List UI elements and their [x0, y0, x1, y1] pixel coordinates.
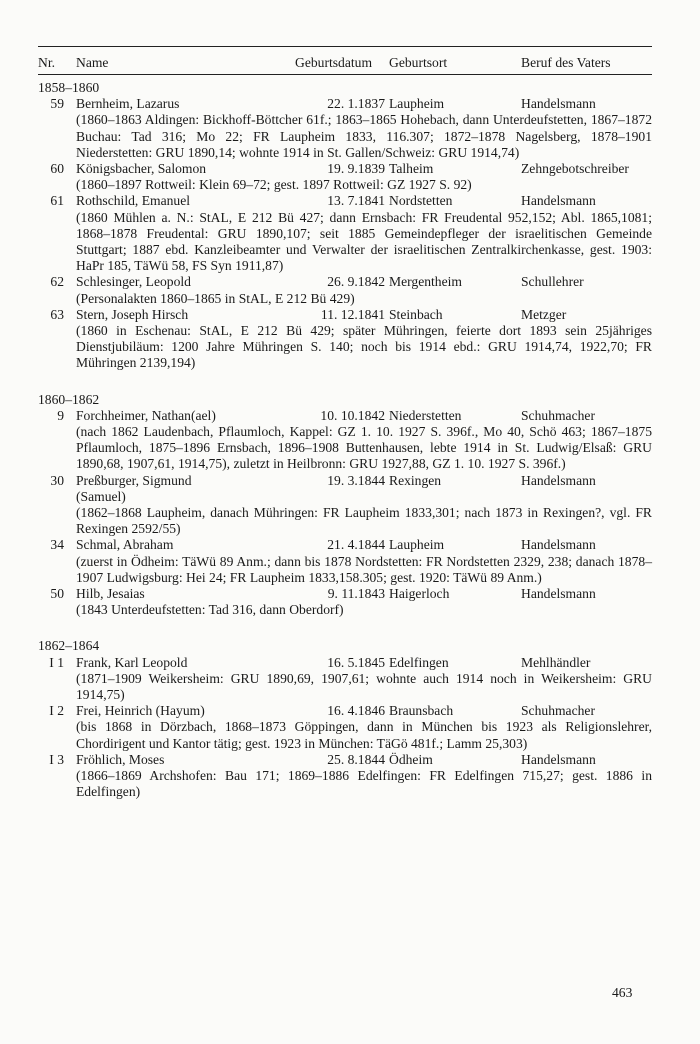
entry-birthplace: Haigerloch [389, 585, 450, 601]
entry-number: 59 [50, 96, 64, 112]
entry-name: Fröhlich, Moses [76, 751, 165, 767]
entry-birthplace: Rexingen [389, 472, 442, 488]
entry-note: (1860–1863 Aldingen: Bickhoff-Böttcher 61f.; 1863–1865 Hohebach, dann Unterdeufstetten, 1867–1872 Buchau: Tad 316; Mo 22; FR Laupheim 1833, 116.307; 1872–1878 Nagelsberg, 1878–1901 Niederstetten: GRU 1890,14; wohnte 1914 in St. Gallen/Schweiz: GRU 1914,74) [76, 112, 652, 160]
entry-note: (nach 1862 Laudenbach, Pflaumloch, Kappel: GZ 1. 10. 1927 S. 396f., Mo 40, Schö 463; 1867–1875 Pflaumloch, 1875–1896 Ernsbach, 1896–1908 Buttenhausen, lebte 1914 in St. Ludwig/Elsaß: GRU 1890,68, 1907,61, 1914,75), zuletzt in Heilbronn: GRU 1927,88, GZ 1. 10. 1927 S. 396f.) [76, 423, 652, 472]
entry-father-occupation: Handelsmann [521, 472, 596, 488]
entry-father-occupation: Handelsmann [521, 585, 596, 601]
entry-birthdate: 22. 1.1837 [327, 96, 385, 112]
section-gap [38, 372, 652, 387]
register-entry [38, 161, 652, 193]
register-page [38, 46, 652, 800]
entry-main-line [38, 655, 652, 671]
entry-number: 62 [50, 274, 64, 290]
entry-birthdate: 9. 11.1843 [327, 585, 385, 601]
entry-father-occupation: Handelsmann [521, 751, 596, 767]
header-place: Geburtsort [389, 55, 448, 70]
entry-name: Schmal, Abraham [76, 537, 174, 553]
period-heading: 1860–1862 [38, 391, 100, 407]
entry-birthplace: Steinbach [389, 306, 443, 322]
entry-father-occupation: Schuhmacher [521, 703, 595, 719]
entry-father-occupation: Schullehrer [521, 274, 584, 290]
entry-name: Forchheimer, Nathan(ael) [76, 407, 216, 423]
entry-birthdate: 10. 10.1842 [320, 407, 385, 423]
entry-birthdate: 21. 4.1844 [327, 537, 385, 553]
header-nr: Nr. [38, 55, 55, 70]
entry-number: 61 [50, 193, 64, 209]
header-bottom-rule [38, 74, 652, 75]
entry-birthplace: Laupheim [389, 96, 445, 112]
entry-birthplace: Edelfingen [389, 654, 449, 670]
entry-note: (zuerst in Ödheim: TäWü 89 Anm.; dann bis 1878 Nordstetten: FR Nordstetten 2329, 238; danach 1878–1907 Ludwigsburg: Hei 24; FR Laupheim 1833,158.305; gest. 1920: TäWü 89 Anm.) [76, 553, 652, 585]
entry-number: 63 [50, 306, 64, 322]
entry-note: (1860 Mühlen a. N.: StAL, E 212 Bü 427; dann Ernsbach: FR Freudental 952,152; Abl. 1865,1081; 1868–1878 Freudental: GRU 1890,107; seit 1885 Gemeindepfleger der israelitischen Gemeinde Stuttgart; 1887 ebd. Kanzleibeamter und Verwalter der israelitischen Zentralkirchenkasse, gest. 1903: HaPr 185, TäWü 58, FS Syn 1911,87) [76, 209, 652, 274]
entry-number: 34 [50, 537, 64, 553]
column-header [38, 47, 652, 74]
entry-birthplace: Nordstetten [389, 193, 453, 209]
header-name: Name [76, 55, 109, 70]
entry-birthplace: Ödheim [389, 751, 433, 767]
entry-name-continuation: (Samuel) [76, 488, 126, 504]
header-job: Beruf des Vaters [521, 55, 611, 70]
entry-main-line [38, 537, 652, 553]
entry-birthdate: 25. 8.1844 [327, 751, 385, 767]
entry-note: (bis 1868 in Dörzbach, 1868–1873 Göppingen, dann in München bis 1923 als Religionslehrer, Chordirigent und Kantor tätig; gest. 1923 in München: TäGö 481f.; Lamm 25,303) [76, 719, 652, 751]
entry-number: 9 [57, 407, 64, 423]
entry-name: Stern, Joseph Hirsch [76, 306, 189, 322]
entry-note: (Personalakten 1860–1865 in StAL, E 212 Bü 429) [76, 290, 355, 306]
entry-birthplace: Talheim [389, 160, 434, 176]
entry-number: 30 [50, 472, 64, 488]
entry-note: (1866–1869 Archshofen: Bau 171; 1869–1886 Edelfingen: FR Edelfingen 715,27; gest. 1886 in Edelfingen) [76, 767, 652, 800]
entry-name: Frei, Heinrich (Hayum) [76, 703, 205, 719]
entry-father-occupation: Mehlhändler [521, 654, 591, 670]
entry-name: Preßburger, Sigmund [76, 472, 192, 488]
period-section [38, 392, 652, 619]
entry-name: Bernheim, Lazarus [76, 96, 180, 112]
entry-name: Hilb, Jesaias [76, 585, 145, 601]
entry-number: 50 [50, 585, 64, 601]
register-entry [38, 752, 652, 801]
header-date: Geburtsdatum [295, 55, 373, 70]
entry-note: (1860–1897 Rottweil: Klein 69–72; gest. 1897 Rottweil: GZ 1927 S. 92) [76, 177, 472, 193]
entry-note: (1843 Unterdeufstetten: Tad 316, dann Oberdorf) [76, 602, 344, 618]
entry-birthplace: Laupheim [389, 537, 445, 553]
entry-name: Königsbacher, Salomon [76, 160, 207, 176]
entry-birthdate: 26. 9.1842 [327, 274, 385, 290]
register-entry [38, 703, 652, 752]
entry-birthplace: Braunsbach [389, 703, 454, 719]
entry-birthdate: 16. 5.1845 [327, 654, 385, 670]
period-heading: 1858–1860 [38, 80, 100, 95]
entry-number: I 3 [49, 751, 64, 767]
entry-birthdate: 16. 4.1846 [327, 703, 385, 719]
entry-birthdate: 13. 7.1841 [327, 193, 385, 209]
entry-main-line [38, 161, 652, 177]
register-entry [38, 307, 652, 372]
period-section [38, 80, 652, 372]
entry-father-occupation: Zehngebotschreiber [521, 160, 629, 176]
entry-main-line [38, 408, 652, 424]
register-entry [38, 193, 652, 274]
entry-note: (1860 in Eschenau: StAL, E 212 Bü 429; später Mühringen, feierte dort 1893 sein 25jähriges Dienstjubiläum: 1200 Jahre Mühringen S. 140; noch bis 1914 ebd.: GRU 1914,74, 1922,70; FR Mühringen 2139,194) [76, 322, 652, 371]
entry-birthdate: 11. 12.1841 [320, 306, 385, 322]
entry-father-occupation: Metzger [521, 306, 567, 322]
entry-number: I 2 [49, 703, 64, 719]
page-number: 463 [612, 985, 633, 1000]
entry-name: Rothschild, Emanuel [76, 193, 191, 209]
period-heading: 1862–1864 [38, 638, 100, 654]
entry-father-occupation: Schuhmacher [521, 407, 595, 423]
register-entry [38, 408, 652, 473]
entry-main-line [38, 586, 652, 602]
register-entry [38, 655, 652, 704]
entry-main-line [38, 274, 652, 290]
register-entry [38, 473, 652, 538]
entry-birthdate: 19. 3.1844 [327, 472, 385, 488]
entry-note: (1862–1868 Laupheim, danach Mühringen: FR Laupheim 1833,301; nach 1873 in Rexingen?, vgl. FR Rexingen 2592/55) [76, 504, 652, 537]
entry-main-line [38, 473, 652, 489]
entry-main-line [38, 307, 652, 323]
register-entry [38, 274, 652, 306]
entry-birthdate: 19. 9.1839 [327, 160, 385, 176]
entry-main-line [38, 703, 652, 719]
sections [38, 80, 652, 800]
period-section [38, 638, 652, 800]
entry-main-line [38, 96, 652, 112]
register-entry [38, 537, 652, 586]
entry-name: Schlesinger, Leopold [76, 274, 191, 290]
register-entry [38, 96, 652, 161]
entry-note: (1871–1909 Weikersheim: GRU 1890,69, 1907,61; wohnte auch 1914 noch in Weikersheim: GRU 1914,75) [76, 670, 652, 702]
register-entry [38, 586, 652, 618]
entry-father-occupation: Handelsmann [521, 193, 596, 209]
entry-name: Frank, Karl Leopold [76, 654, 188, 670]
entry-father-occupation: Handelsmann [521, 96, 596, 112]
entry-birthplace: Niederstetten [389, 407, 462, 423]
section-gap [38, 618, 652, 633]
entry-number: I 1 [49, 654, 64, 670]
entry-birthplace: Mergentheim [389, 274, 462, 290]
entry-main-line [38, 752, 652, 768]
entry-main-line [38, 193, 652, 209]
entry-father-occupation: Handelsmann [521, 537, 596, 553]
entry-number: 60 [50, 160, 64, 176]
